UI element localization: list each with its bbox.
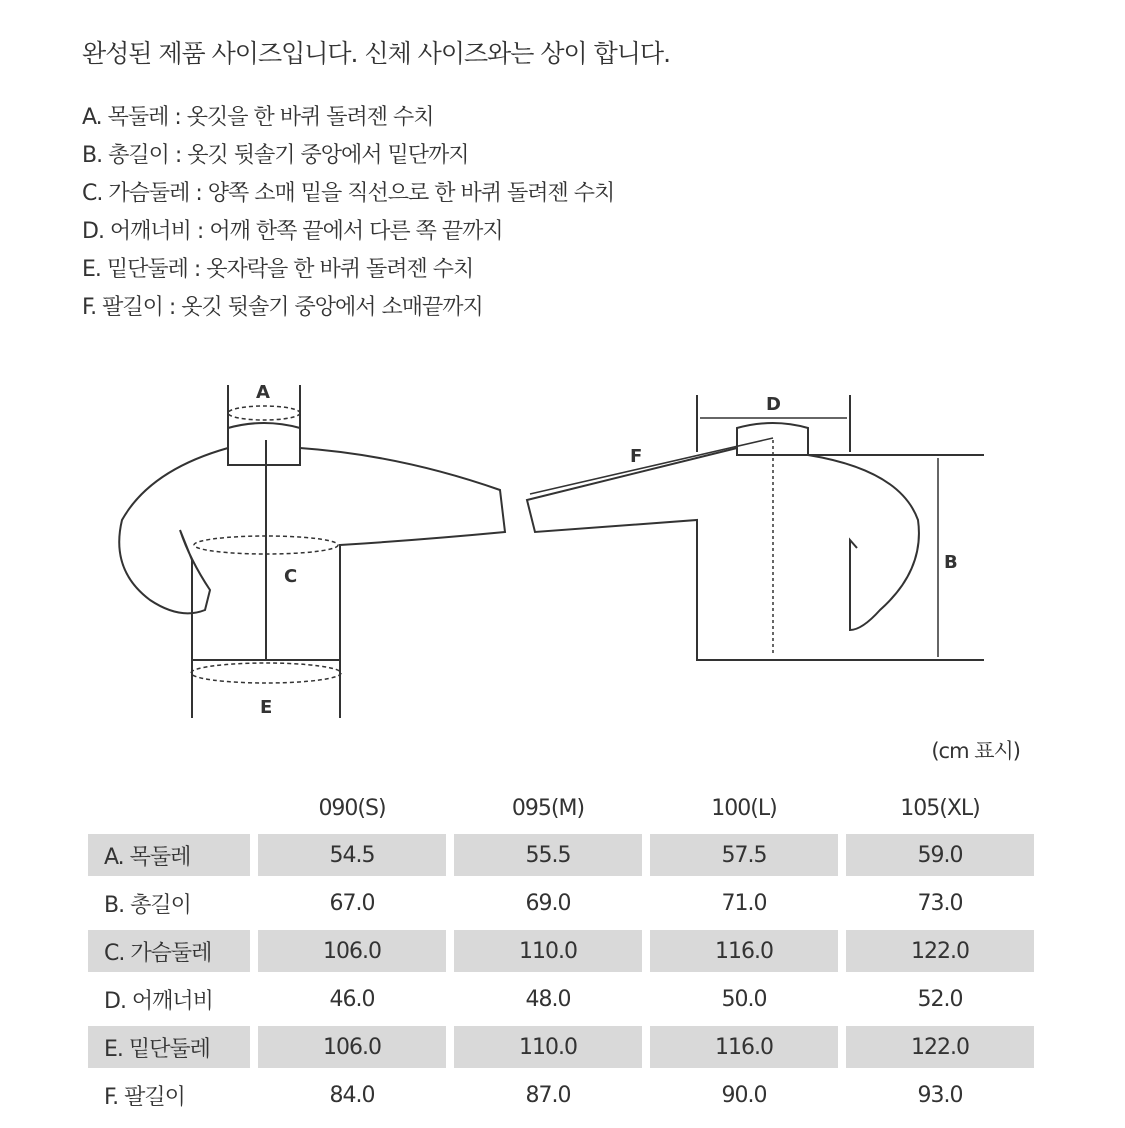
jacket-measurement-diagram <box>0 370 1125 730</box>
jacket-front <box>119 385 505 718</box>
header-row <box>88 788 1034 828</box>
table-row <box>88 834 1034 876</box>
table-cell: 57.5 <box>650 834 838 876</box>
label-c: C <box>284 566 298 587</box>
table-cell: 54.5 <box>258 834 446 876</box>
table-cell: 50.0 <box>721 986 767 1012</box>
size-table <box>80 782 1042 1122</box>
intro-text: 완성된 제품 사이즈입니다. 신체 사이즈와는 상이 합니다. <box>82 39 671 68</box>
jacket-back <box>527 395 984 660</box>
table-cell: 90.0 <box>721 1082 767 1108</box>
table-cell: 55.5 <box>454 834 642 876</box>
table-cell: 116.0 <box>650 1026 838 1068</box>
table-cell: 48.0 <box>525 986 571 1012</box>
table-cell: 69.0 <box>525 890 571 916</box>
table-cell: 93.0 <box>917 1082 963 1108</box>
definition-a: A. 목둘레 : 옷깃을 한 바퀴 돌려젠 수치 <box>82 105 434 130</box>
size-header: 105(XL) <box>900 795 980 821</box>
size-header: 095(M) <box>511 795 585 821</box>
unit-note: (cm 표시) <box>931 739 1020 763</box>
row-label: D. 어깨너비 <box>104 988 213 1014</box>
row-label: F. 팔길이 <box>104 1084 185 1110</box>
definition-b: B. 총길이 : 옷깃 뒷솔기 중앙에서 밑단까지 <box>82 143 469 168</box>
label-f: F <box>630 446 643 467</box>
row-label: A. 목둘레 <box>88 834 250 876</box>
table-row <box>88 930 1034 972</box>
table-cell: 59.0 <box>846 834 1034 876</box>
table-cell: 71.0 <box>721 890 767 916</box>
definition-d: D. 어깨너비 : 어깨 한쪽 끝에서 다른 쪽 끝까지 <box>82 219 503 244</box>
definition-e: E. 밑단둘레 : 옷자락을 한 바퀴 돌려젠 수치 <box>82 257 474 282</box>
table-cell: 87.0 <box>525 1082 571 1108</box>
table-cell: 106.0 <box>258 930 446 972</box>
row-label: C. 가슴둘레 <box>88 930 250 972</box>
definition-f: F. 팔길이 : 옷깃 뒷솔기 중앙에서 소매끝까지 <box>82 295 483 320</box>
table-cell: 116.0 <box>650 930 838 972</box>
label-b: B <box>944 552 958 573</box>
size-header: 100(L) <box>711 795 777 821</box>
table-row <box>88 1026 1034 1068</box>
table-cell: 84.0 <box>329 1082 375 1108</box>
table-row <box>88 978 1034 1020</box>
label-d: D <box>766 394 781 415</box>
measurement-definitions <box>82 102 614 330</box>
definition-c: C. 가슴둘레 : 양쪽 소매 밑을 직선으로 한 바퀴 돌려젠 수치 <box>82 181 615 206</box>
table-cell: 73.0 <box>917 890 963 916</box>
row-label: E. 밑단둘레 <box>88 1026 250 1068</box>
table-cell: 110.0 <box>454 1026 642 1068</box>
label-a: A <box>256 382 270 403</box>
table-cell: 106.0 <box>258 1026 446 1068</box>
table-cell: 46.0 <box>329 986 375 1012</box>
row-label: B. 총길이 <box>104 892 191 918</box>
table-row <box>88 1074 1034 1116</box>
table-cell: 52.0 <box>917 986 963 1012</box>
table-cell: 122.0 <box>846 930 1034 972</box>
size-header: 090(S) <box>318 795 386 821</box>
label-e: E <box>260 697 273 718</box>
table-cell: 110.0 <box>454 930 642 972</box>
table-cell: 67.0 <box>329 890 375 916</box>
table-row <box>88 882 1034 924</box>
table-cell: 122.0 <box>846 1026 1034 1068</box>
